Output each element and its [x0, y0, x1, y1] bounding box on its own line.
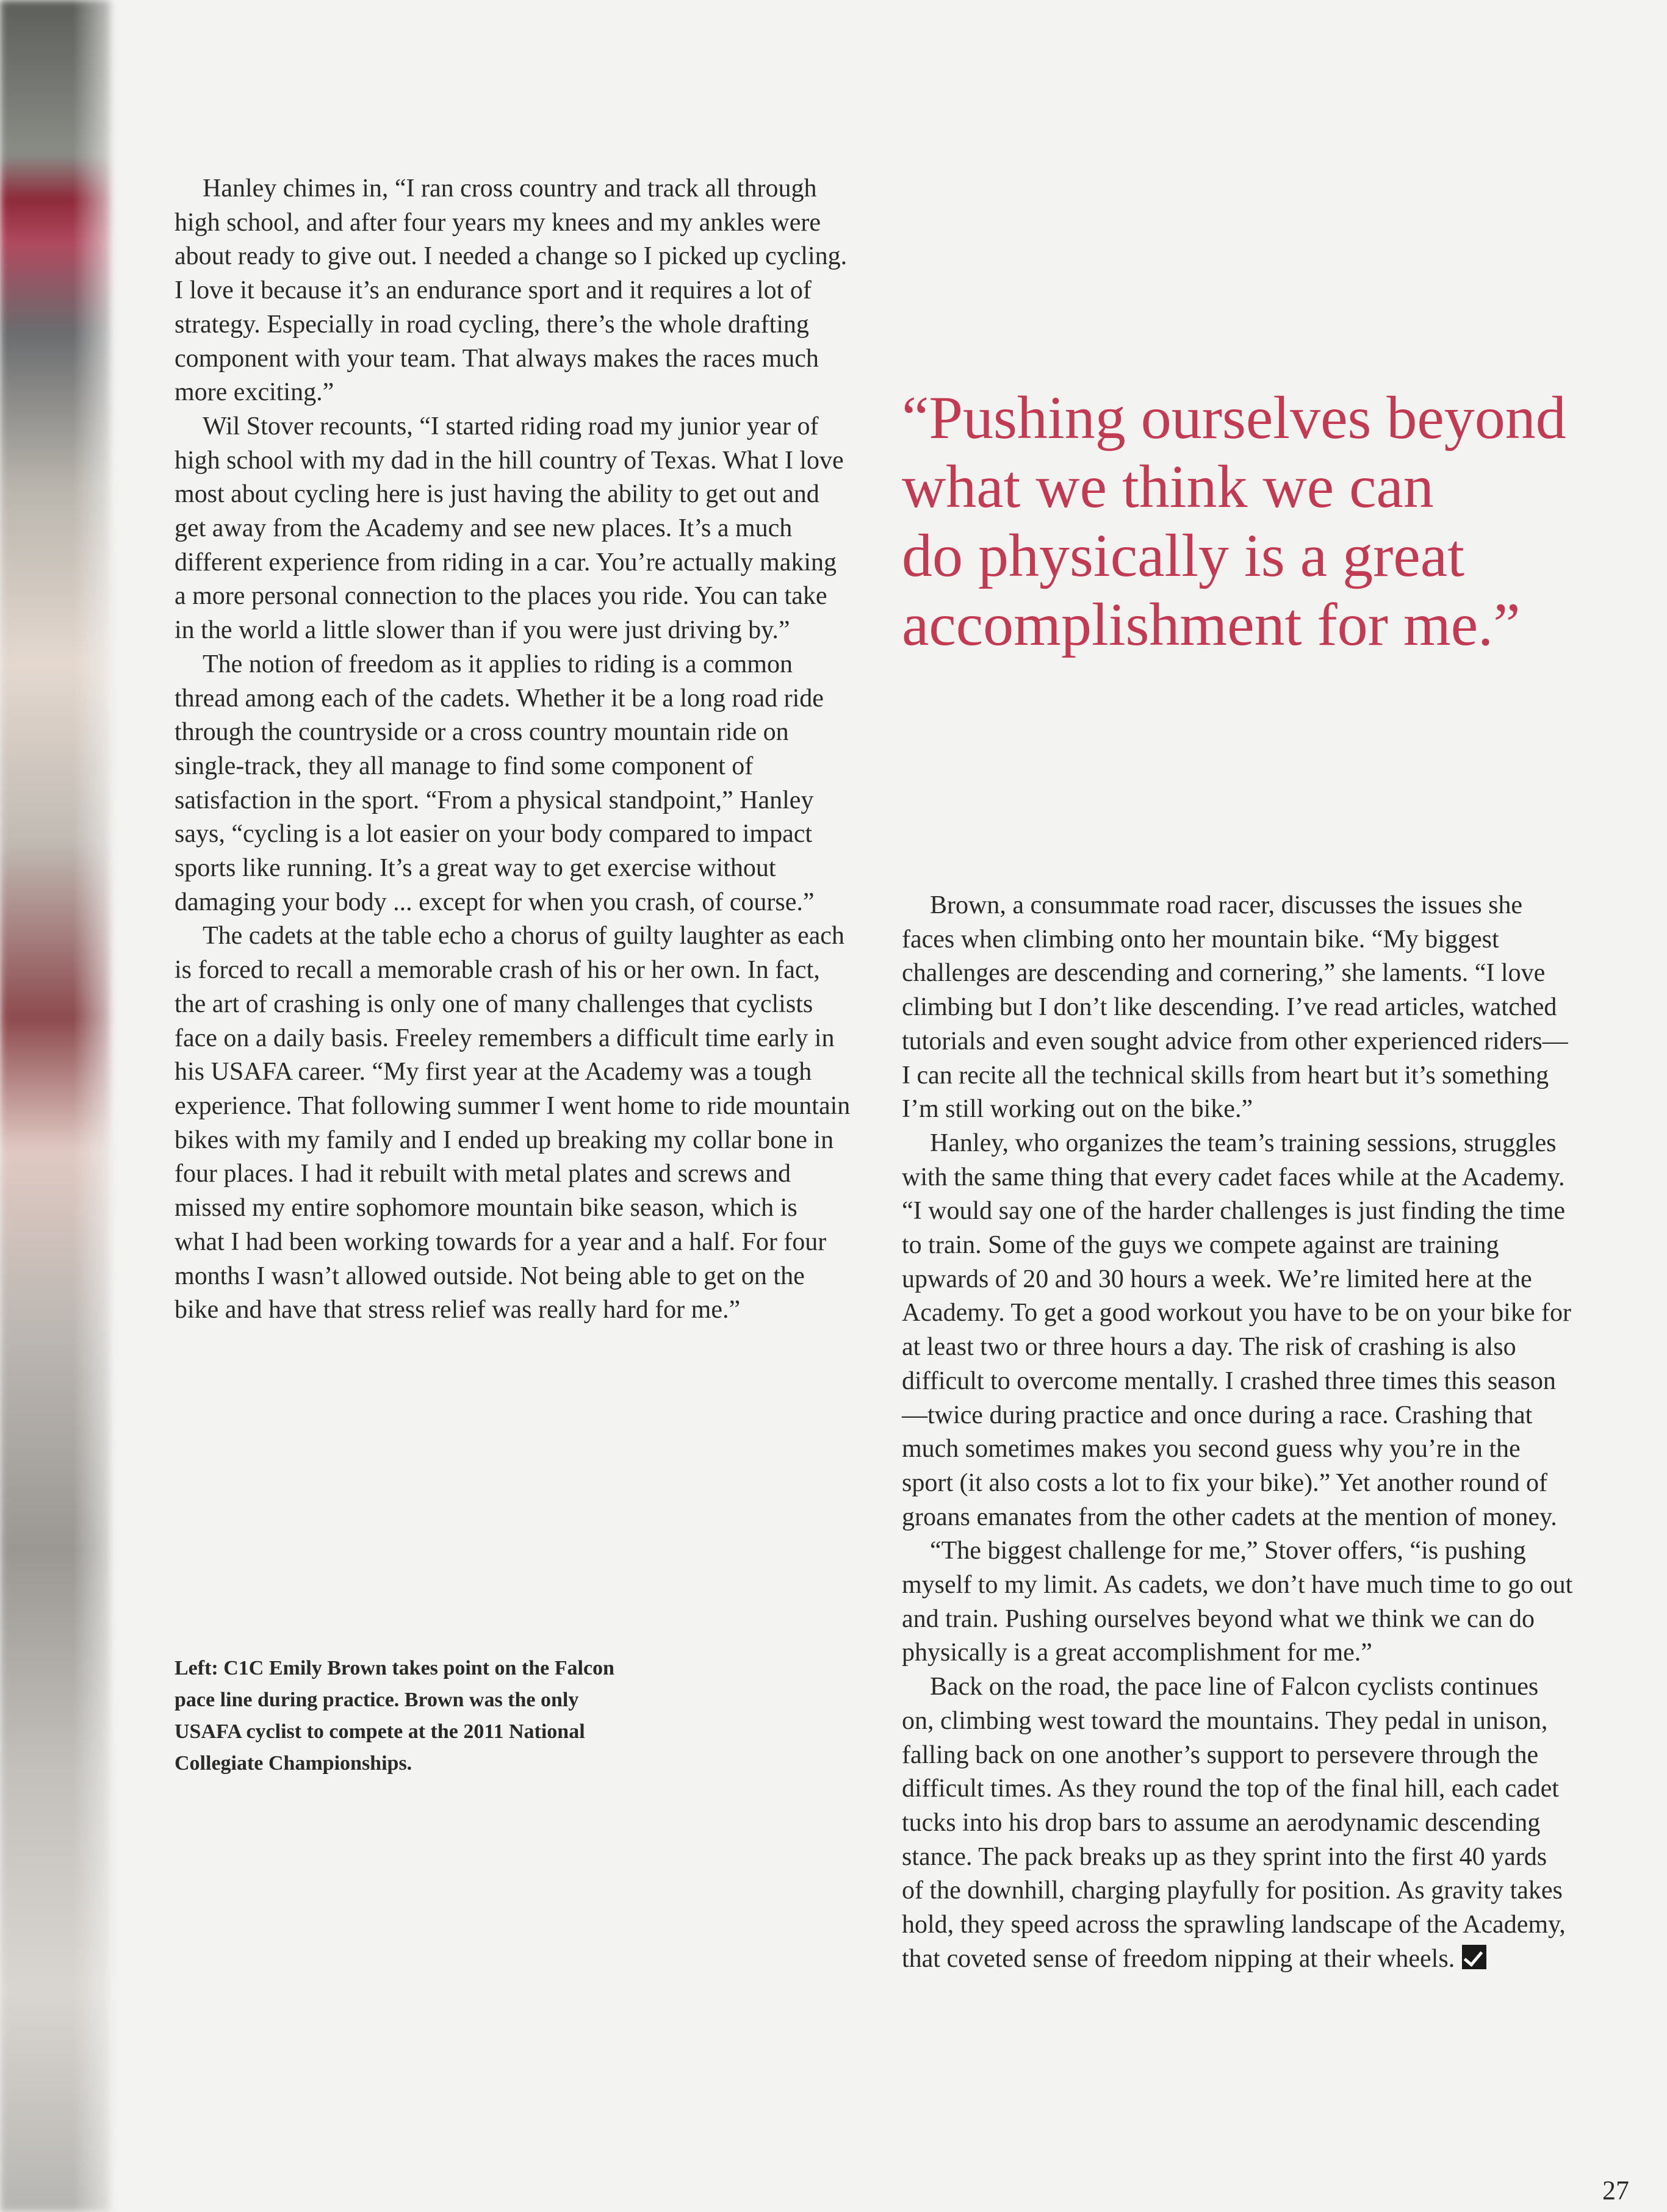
pull-quote	[902, 383, 1597, 659]
body-paragraph: Brown, a consummate road racer, discusses the issues she faces when climbing onto her mountain bike. “My biggest challenges are descending and cornering,” she laments. “I love climbing but I don’t like descending. I’ve read articles, watched tutorials and even sought advice from other experienced riders—I can recite all the technical skills from heart but it’s something I’m still working out on the bike.”	[902, 891, 1568, 1124]
pull-quote-line: accomplishment for me.”	[902, 591, 1521, 658]
body-paragraph: The notion of freedom as it applies to riding is a common thread among each of the cadets. Whether it be a long road ride through the countryside or a cross country mountain ride on single-track, they all manage to find some component of satisfaction in the sport. “From a physical standpoint,” Hanley says, “cycling is a lot easier on your body compared to impact sports like running. It’s a great way to get exercise without damaging your body ... except for when you crash, of course.”	[175, 650, 824, 916]
body-paragraph: Hanley chimes in, “I ran cross country and track all through high school, and after four years my knees and my ankles were about ready to give out. I needed a change so I picked up cycling. I love it because it’s an endurance sport and it requires a lot of strategy. Especially in road cycling, there’s the whole drafting component with your team. That always makes the races much more exciting.”	[175, 174, 848, 407]
final-paragraph-text: Back on the road, the pace line of Falcon cyclists continues on, climbing west toward the mountains. They pedal in unison, falling back on one another’s support to persevere through the difficult times. As they round the top of the final hill, each cadet tucks into his drop bars to assume an aerodynamic descending stance. The pack breaks up as they sprint into the first 40 yards of the downhill, charging playfully for position. As gravity takes hold, they speed across the sprawling landscape of the Academy, that coveted sense of freedom nipping at their wheels.	[902, 1673, 1566, 1973]
left-article-column	[175, 172, 852, 1327]
body-paragraph	[902, 1670, 1573, 1976]
body-paragraph: Wil Stover recounts, “I started riding road my junior year of high school with my dad in the hill country of Texas. What I love most about cycling here is just having the ability to get out and get away from the Academy and see new places. It’s a much different experience from riding in a car. You’re actually making a more personal connection to the places you ride. You can take in the world a little slower than if you were just driving by.”	[175, 412, 844, 645]
body-paragraph: The cadets at the table echo a chorus of guilty laughter as each is forced to recall a memorable crash of his or her own. In fact, the art of crashing is only one of many challenges that cyclists face on a daily basis. Freeley remembers a difficult time early in his USAFA career. “My first year at the Academy was a tough experience. That following summer I went home to ride mountain bikes with my family and I ended up breaking my collar bone in four places. I had it rebuilt with metal plates and screws and missed my entire sophomore mountain bike season, which is what I had been working towards for a year and a half. For four months I wasn’t allowed outside. Not being able to get on the bike and have that stress relief was really hard for me.”	[175, 922, 851, 1324]
pull-quote-line: do physically is a great	[902, 522, 1464, 589]
photo-caption: Left: C1C Emily Brown takes point on the Falcon pace line during practice. Brown was the only USAFA cyclist to compete at the 2011 National Collegiate Championships.	[175, 1657, 614, 1775]
page-number: 27	[1602, 2175, 1629, 2205]
body-paragraph: “The biggest challenge for me,” Stover offers, “is pushing myself to my limit. As cadets, we don’t have much time to go out and train. Pushing ourselves beyond what we think we can do physically is a great accomplishment for me.”	[902, 1537, 1573, 1667]
checkmark-box-icon	[1462, 1945, 1486, 1969]
right-article-column	[902, 889, 1573, 1977]
pull-quote-line: “Pushing ourselves beyond	[902, 384, 1566, 451]
pull-quote-line: what we think we can	[902, 453, 1434, 520]
body-paragraph: Hanley, who organizes the team’s training sessions, struggles with the same thing that every cadet faces while at the Academy. “I would say one of the harder challenges is just finding the time to train. Some of the guys we compete against are training upwards of 20 and 30 hours a week. We’re limited here at the Academy. To get a good workout you have to be on your bike for at least two or three hours a day. The risk of crashing is also difficult to overcome mentally. I crashed three times this season—twice during practice and once during a race. Crashing that much sometimes makes you second guess why you’re in the sport (it also costs a lot to fix your bike).” Yet another round of groans emanates from the other cadets at the mention of money.	[902, 1129, 1571, 1531]
photo-fade	[73, 0, 128, 2212]
